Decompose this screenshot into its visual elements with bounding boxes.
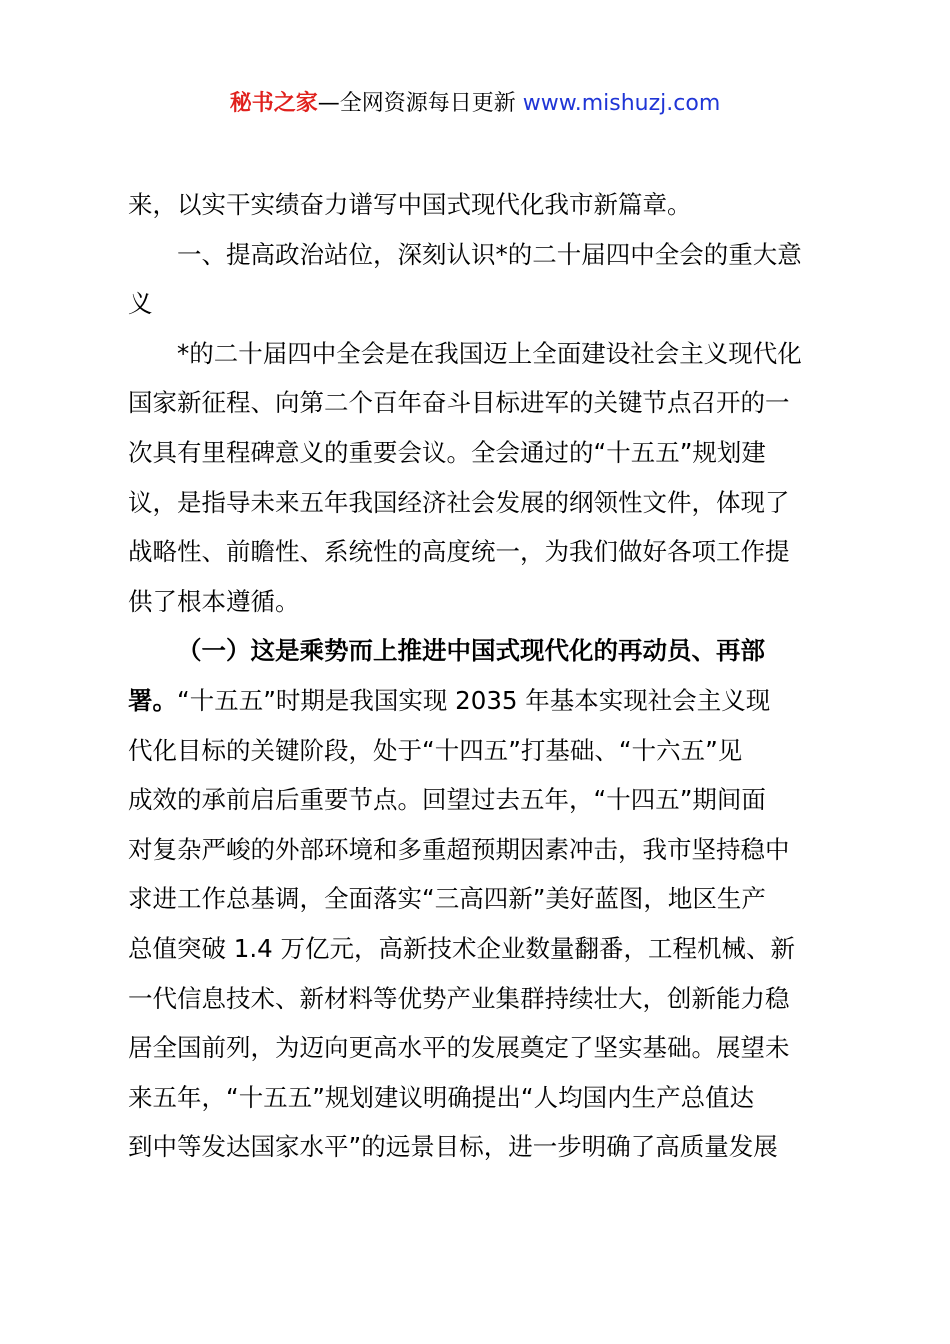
text-span: “十五五”时期是我国实现 2035 年基本实现社会主义现 [177,685,771,715]
page-header [0,88,950,120]
subsection-heading-end: 署。 [128,685,177,715]
header-url-link[interactable]: www.mishuzj.com [522,91,721,116]
document-body [128,180,832,1172]
brand-name: 秘书之家 [229,91,318,116]
text-line: 供了根本遵循。 [128,586,300,616]
header-slogan: —全网资源每日更新 [317,91,523,116]
text-line: 求进工作总基调，全面落实“三高四新”美好蓝图，地区生产 [128,884,766,914]
text-line: 战略性、前瞻性、系统性的高度统一，为我们做好各项工作提 [128,537,790,567]
text-line: 对复杂严峻的外部环境和多重超预期因素冲击，我市坚持稳中 [128,834,790,864]
text-line: 成效的承前启后重要节点。回望过去五年，“十四五”期间面 [128,785,766,815]
text-line [128,676,832,726]
section-heading: 一、提高政治站位，深刻认识*的二十届四中全会的重大意 [177,239,802,269]
section-heading-continued: 义 [128,289,153,319]
text-line: 来，以实干实绩奋力谱写中国式现代化我市新篇章。 [128,190,692,219]
text-line: 国家新征程、向第二个百年奋斗目标进军的关键节点召开的一 [128,388,790,418]
text-line: 到中等发达国家水平”的远景目标，进一步明确了高质量发展 [128,1132,778,1162]
text-line: 次具有里程碑意义的重要会议。全会通过的“十五五”规划建 [128,437,766,467]
text-line: *的二十届四中全会是在我国迈上全面建设社会主义现代化 [177,338,802,368]
text-line: 一代信息技术、新材料等优势产业集群持续壮大，创新能力稳 [128,983,790,1013]
text-line: 来五年，“十五五”规划建议明确提出“人均国内生产总值达 [128,1082,755,1112]
text-line: 居全国前列，为迈向更高水平的发展奠定了坚实基础。展望未 [128,1033,790,1063]
text-line: 代化目标的关键阶段，处于“十四五”打基础、“十六五”见 [128,735,743,765]
text-line: 总值突破 1.4 万亿元，高新技术企业数量翻番，工程机械、新 [128,933,796,963]
text-line: 议，是指导未来五年我国经济社会发展的纲领性文件，体现了 [128,487,790,517]
subsection-heading: （一）这是乘势而上推进中国式现代化的再动员、再部 [177,636,765,666]
